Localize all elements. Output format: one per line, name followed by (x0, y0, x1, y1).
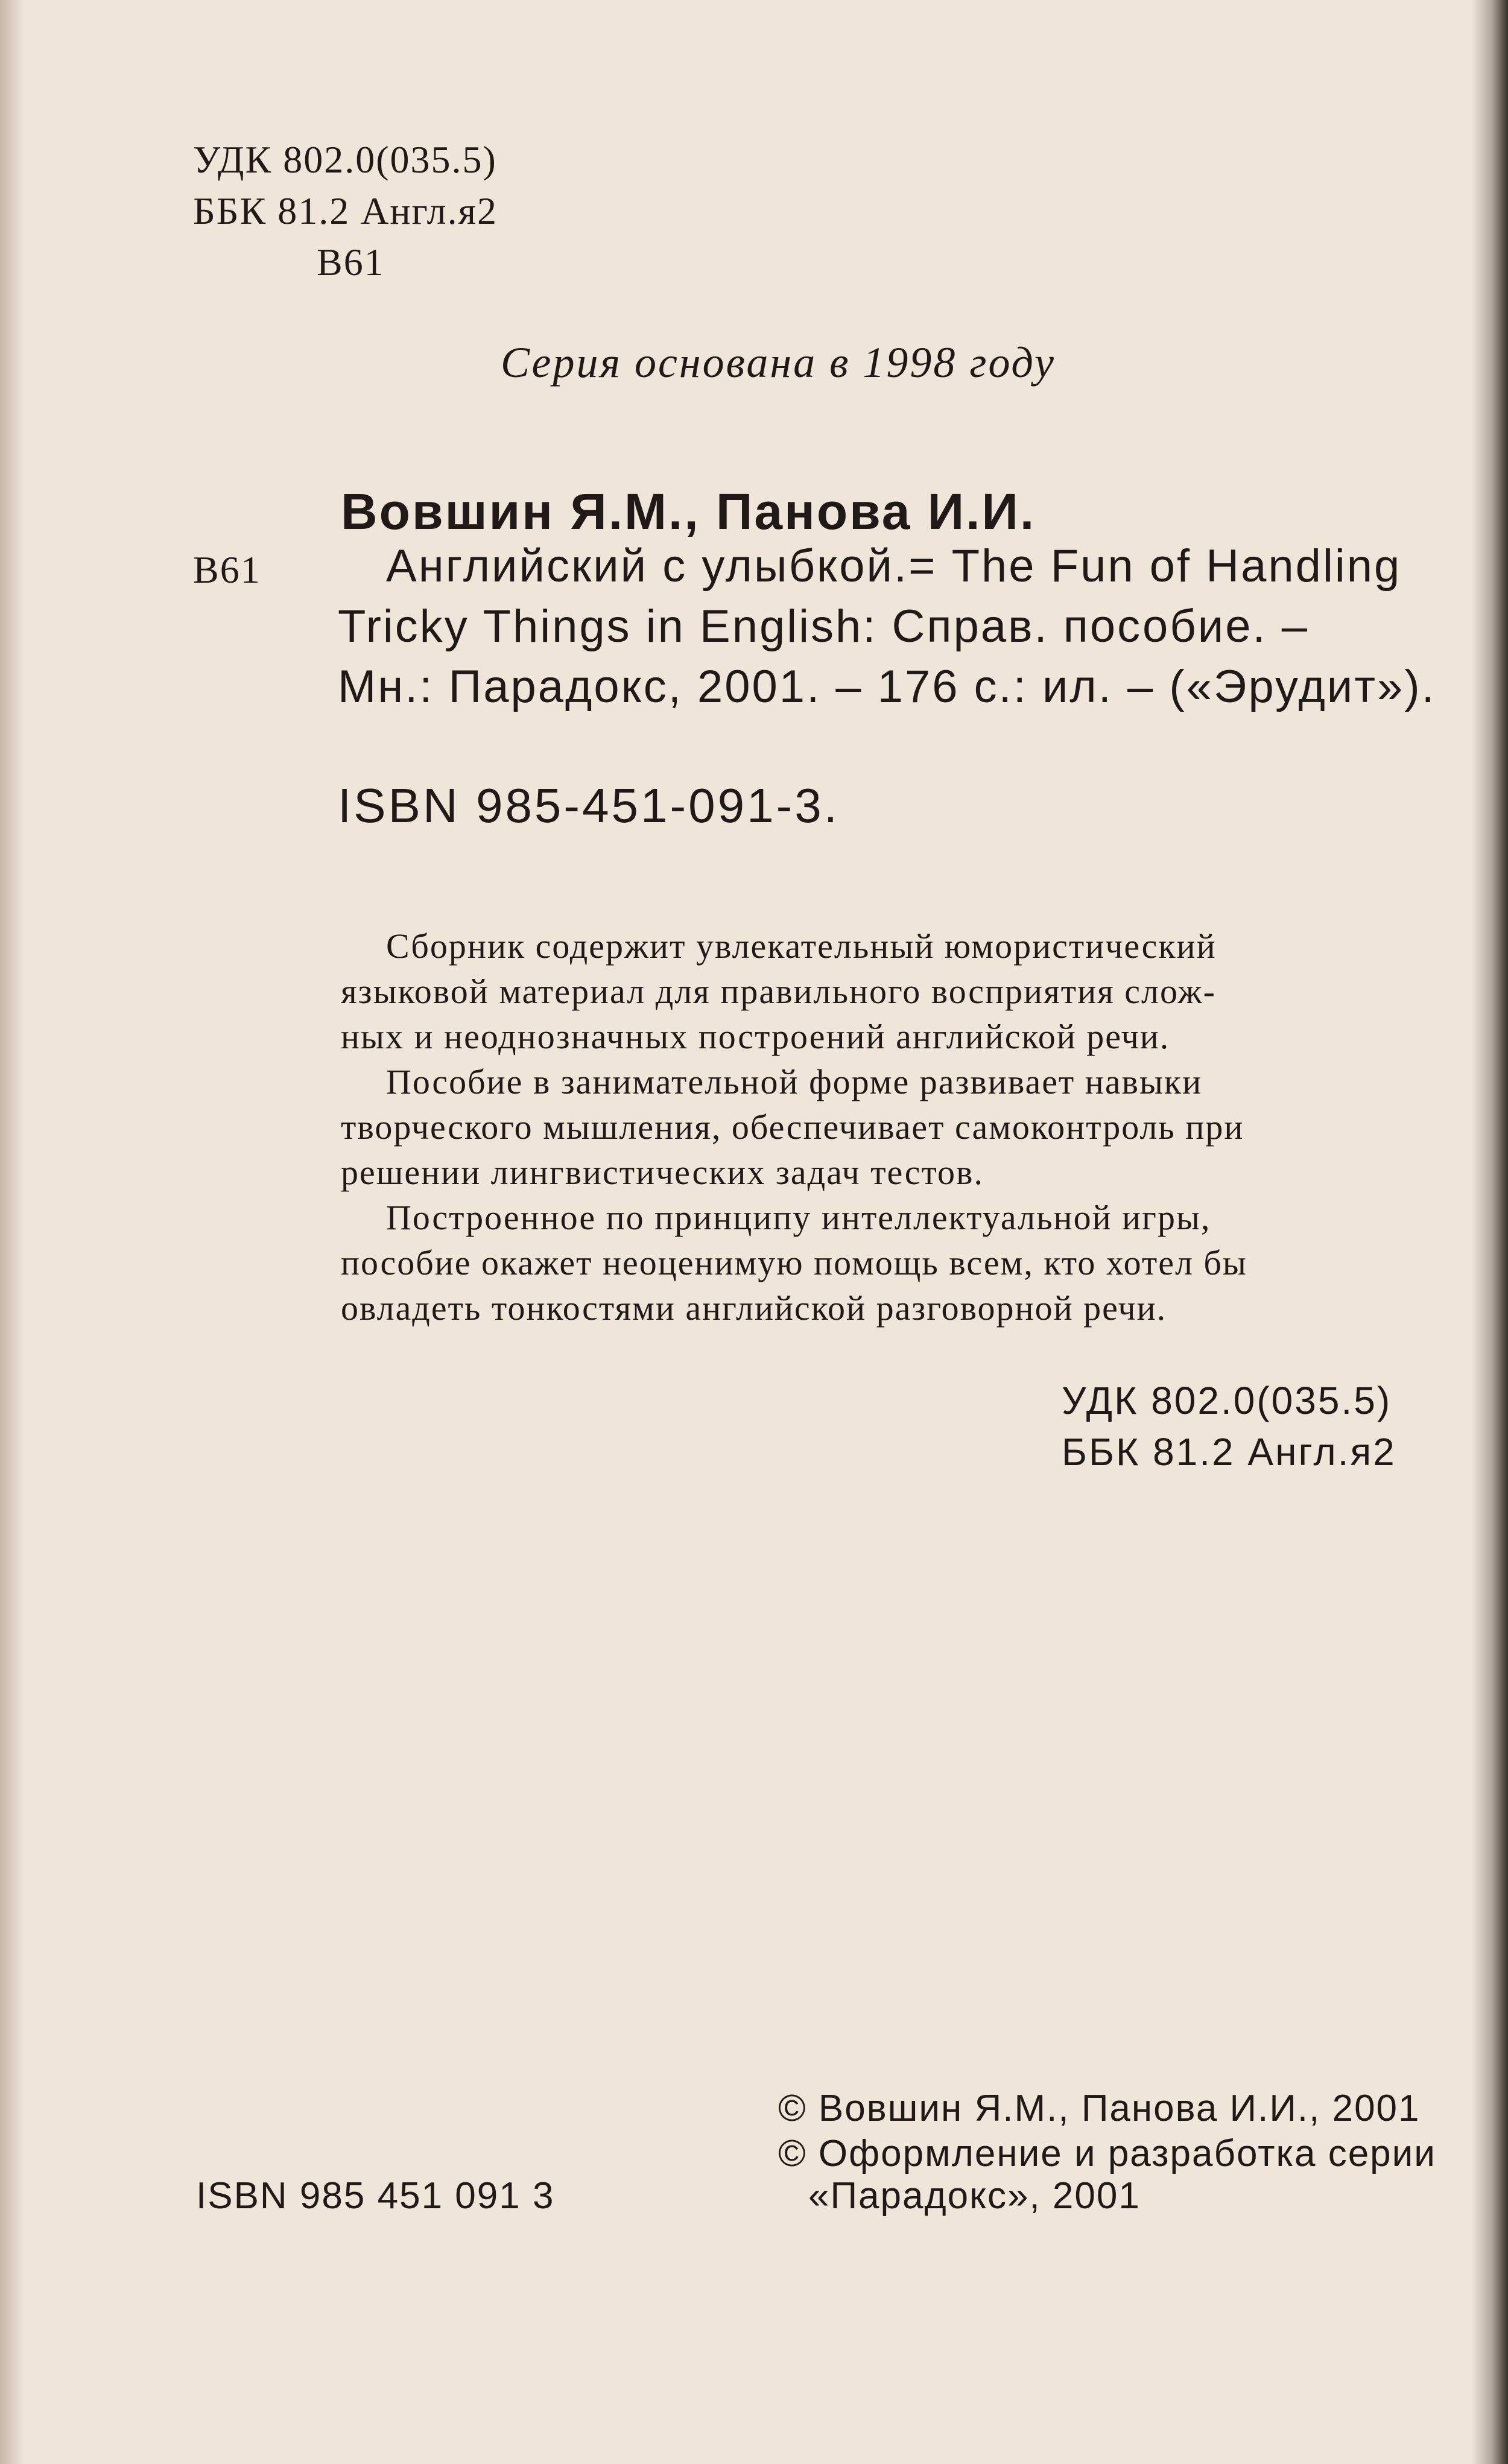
copyright-line: © Вовшин Я.М., Панова И.И., 2001 (778, 2088, 1421, 2129)
copyright-line: © Оформление и разработка серии (778, 2133, 1436, 2174)
abstract-line: Пособие в занимательной форме развивает навыки (386, 1062, 1203, 1101)
abstract-line: Сборник содержит увлекательный юмористический (386, 926, 1217, 966)
bbk-right: ББК 81.2 Англ.я2 (1062, 1430, 1396, 1474)
abstract-line: пособие окажет неоценимую помощь всем, кто хотел бы (341, 1243, 1247, 1282)
abstract-line: языковой материал для правильного восприятия слож- (341, 972, 1216, 1011)
author-code-top: В61 (317, 241, 385, 283)
udk-right: УДК 802.0(035.5) (1062, 1379, 1392, 1422)
margin-code: В61 (193, 548, 261, 591)
isbn-main: ISBN 985-451-091-3. (338, 779, 840, 832)
bbk-top: ББК 81.2 Англ.я2 (193, 189, 498, 232)
authors-heading: Вовшин Я.М., Панова И.И. (341, 483, 1036, 540)
udk-top: УДК 802.0(035.5) (193, 138, 497, 181)
copyright-line: «Парадокс», 2001 (808, 2175, 1141, 2217)
abstract-line: ных и неоднозначных построений английской речи. (341, 1017, 1170, 1056)
abstract-line: творческого мышления, обеспечивает самоконтроль при (341, 1107, 1244, 1147)
series-note: Серия основана в 1998 году (501, 338, 1056, 387)
page-spine-shadow (1472, 0, 1508, 2464)
abstract-line: решении лингвистических задач тестов. (341, 1153, 984, 1192)
bib-line: Tricky Things in English: Справ. пособие. – (338, 601, 1309, 652)
isbn-bottom: ISBN 985 451 091 3 (196, 2175, 555, 2217)
bib-line: Мн.: Парадокс, 2001. – 176 с.: ил. – («Эрудит»). (338, 661, 1436, 712)
bib-line: Английский с улыбкой.= The Fun of Handling (386, 540, 1402, 592)
abstract-line: овладеть тонкостями английской разговорной речи. (341, 1288, 1167, 1328)
abstract-line: Построенное по принципу интеллектуальной игры, (386, 1198, 1211, 1237)
page-left-edge (0, 0, 24, 2464)
